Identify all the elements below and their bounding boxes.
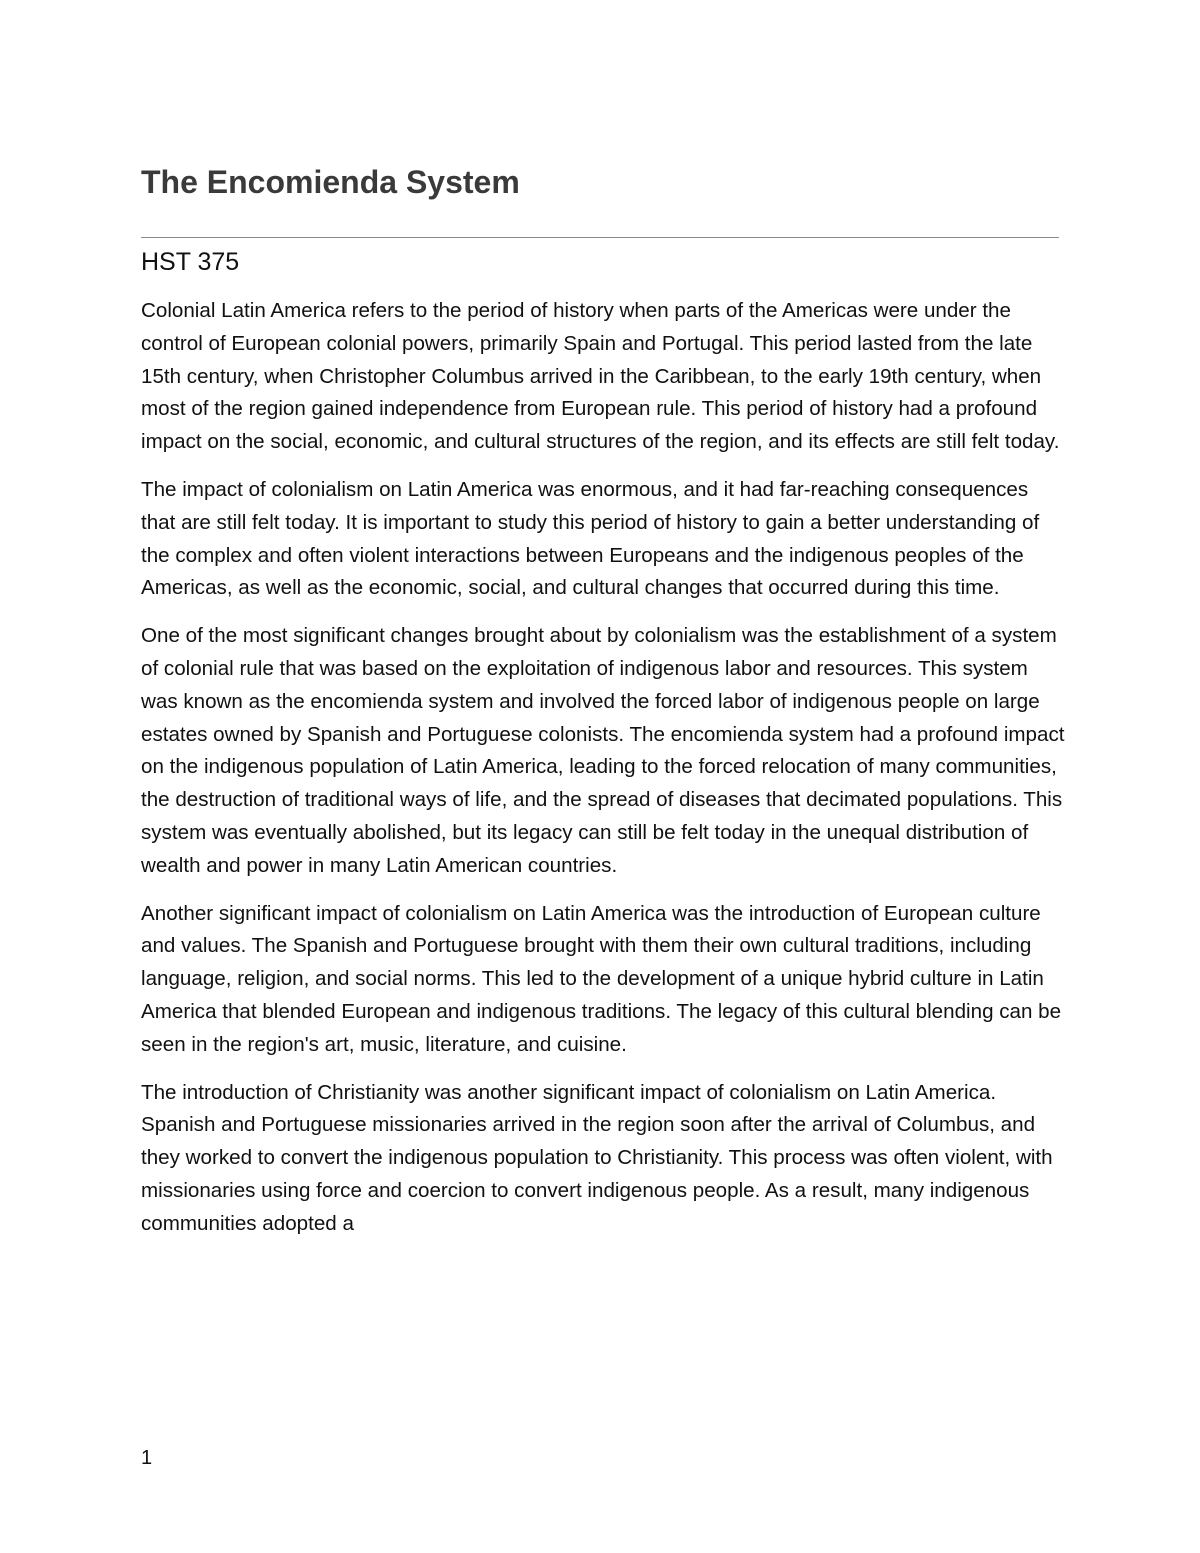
paragraph-intro: Colonial Latin America refers to the period of history when parts of the Americas were under the control of European colonial powers, primarily Spain and Portugal. This period lasted from the late 15th century, when Christopher Columbus arrived in the Caribbean, to the early 19th century, when most of the region gained independence from European rule. This period of history had a profound impact on the social, economic, and cultural structures of the region, and its effects are still felt today. <box>141 299 1060 454</box>
paragraph-impact: The impact of colonialism on Latin America was enormous, and it had far-reaching consequences that are still felt today. It is important to study this period of history to gain a better understanding of the complex and often violent interactions between Europeans and the indigenous peoples of the Americas, as well as the economic, social, and cultural changes that occurred during this time. <box>141 477 1040 600</box>
title-divider <box>141 237 1059 238</box>
paragraph-culture: Another significant impact of colonialism on Latin America was the introduction of European culture and values. The Spanish and Portuguese brought with them their own cultural traditions, including language, religion, and social norms. This led to the development of a unique hybrid culture in Latin America that blended European and indigenous traditions. The legacy of this cultural blending can be seen in the region's art, music, literature, and cuisine. <box>141 901 1062 1056</box>
paragraph-christianity: The introduction of Christianity was another significant impact of colonialism on Latin America. Spanish and Portuguese missionaries arrived in the region soon after the arrival of Columbus, and they worked to convert the indigenous population to Christianity. This process was often violent, with missionaries using force and coercion to convert indigenous people. As a result, many indigenous communities adopted a <box>141 1080 1053 1235</box>
paragraph-encomienda: One of the most significant changes brought about by colonialism was the establishment of a system of colonial rule that was based on the exploitation of indigenous labor and resources. This system was known as the encomienda system and involved the forced labor of indigenous people on large estates owned by Spanish and Portuguese colonists. The encomienda system had a profound impact on the indigenous population of Latin America, leading to the forced relocation of many communities, the destruction of traditional ways of life, and the spread of diseases that decimated populations. This system was eventually abolished, but its legacy can still be felt today in the unequal distribution of wealth and power in many Latin American countries. <box>141 624 1065 877</box>
course-code: HST 375 <box>141 248 240 276</box>
page-number: 1 <box>141 1447 153 1469</box>
document-body <box>141 295 1066 1256</box>
document-title: The Encomienda System <box>141 164 520 200</box>
